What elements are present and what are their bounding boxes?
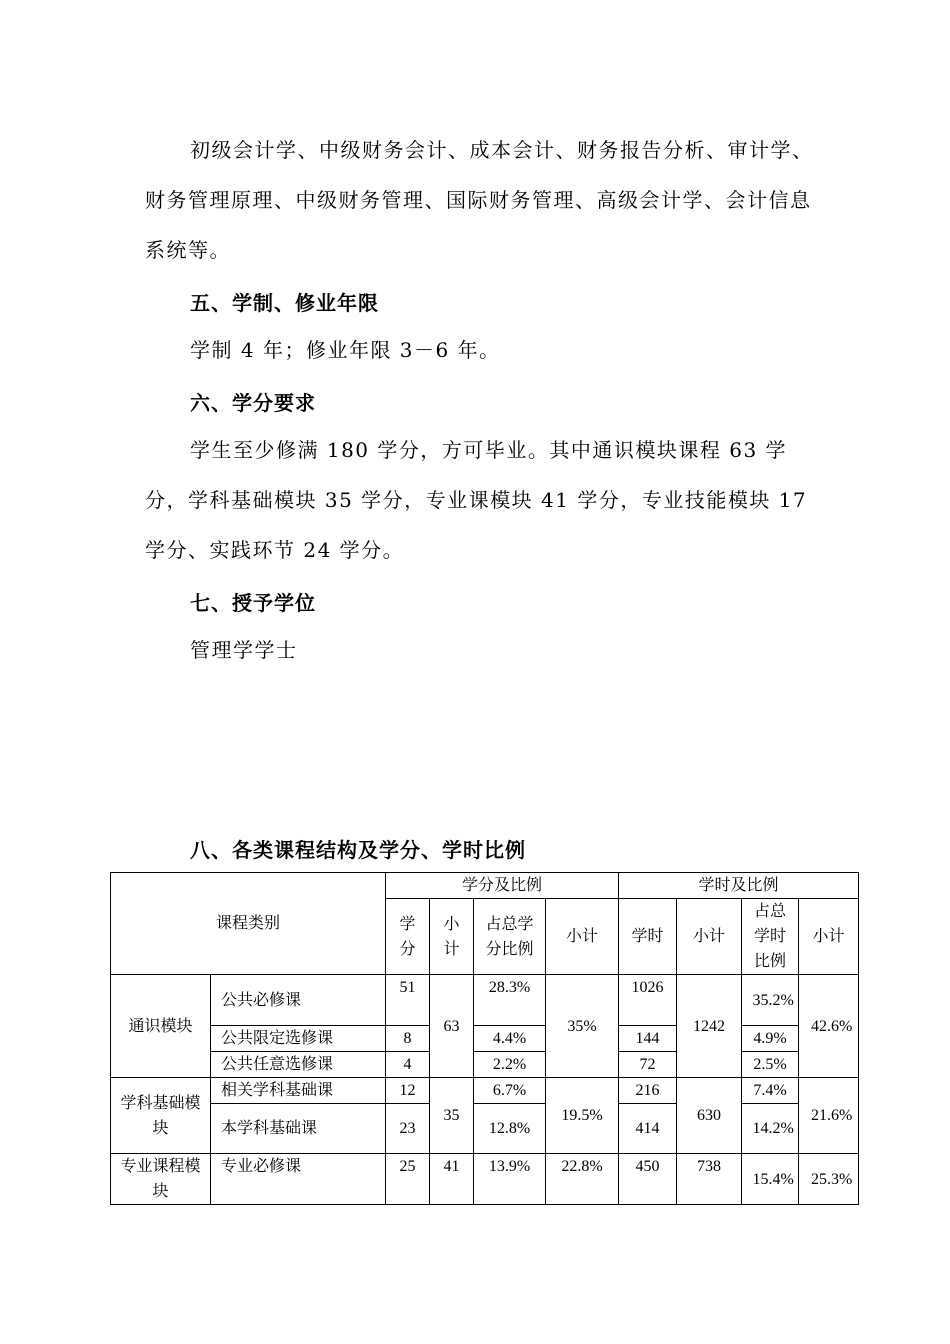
hours-ratio-cell: 2.5%	[742, 1052, 799, 1078]
credit-cell: 4	[386, 1052, 430, 1078]
credit-cell: 8	[386, 1026, 430, 1052]
credit-ratio-cell: 2.2%	[474, 1052, 546, 1078]
credit-subtotal-general: 63	[430, 975, 474, 1078]
hours-ratio-subtotal-major: 25.3%	[799, 1154, 859, 1205]
hours-cell: 450	[619, 1154, 677, 1205]
section-5-heading: 五、学制、修业年限	[190, 291, 379, 315]
hours-ratio-cell: 7.4%	[742, 1078, 799, 1104]
hours-cell: 216	[619, 1078, 677, 1104]
section-6-heading: 六、学分要求	[190, 391, 316, 415]
credit-cell: 25	[386, 1154, 430, 1205]
hours-cell: 144	[619, 1026, 677, 1052]
course-name: 公共必修课	[211, 975, 386, 1026]
table-row	[111, 1026, 859, 1052]
credit-ratio-subtotal-major: 22.8%	[546, 1154, 619, 1205]
course-name: 公共限定选修课	[211, 1026, 386, 1052]
course-name: 专业必修课	[211, 1154, 386, 1205]
intro-paragraph: 初级会计学、中级财务会计、成本会计、财务报告分析、审计学、财务管理原理、中级财务管理、国际财务管理、高级会计学、会计信息系统等。	[145, 138, 814, 262]
section-6-text: 学生至少修满 180 学分，方可毕业。其中通识模块课程 63 学分，学科基础模块 35 学分，专业课模块 41 学分，专业技能模块 17 学分、实践环节 24 学分。	[145, 438, 808, 562]
hours-ratio-cell: 4.9%	[742, 1026, 799, 1052]
hours-cell: 1026	[619, 975, 677, 1026]
hours-subtotal-major: 738	[677, 1154, 742, 1205]
table-row	[111, 1104, 859, 1154]
credit-ratio-subtotal-foundation: 19.5%	[546, 1078, 619, 1154]
header-hours-subtotal: 小计	[677, 899, 742, 975]
course-structure-table	[110, 872, 859, 1205]
hours-subtotal-foundation: 630	[677, 1078, 742, 1154]
header-credit-subtotal: 小计	[430, 899, 474, 975]
course-name: 相关学科基础课	[211, 1078, 386, 1104]
section-5-text: 学制 4 年；修业年限 3－6 年。	[190, 338, 501, 362]
course-name: 公共任意选修课	[211, 1052, 386, 1078]
credit-ratio-subtotal-general: 35%	[546, 975, 619, 1078]
table-row	[111, 1078, 859, 1104]
section-7-text: 管理学学士	[190, 638, 298, 662]
header-credit-group: 学分及比例	[386, 873, 619, 899]
credit-cell: 12	[386, 1078, 430, 1104]
header-category: 课程类别	[111, 873, 386, 975]
credit-ratio-cell: 4.4%	[474, 1026, 546, 1052]
hours-cell: 414	[619, 1104, 677, 1154]
table-row	[111, 975, 859, 1026]
table-header-row	[111, 873, 859, 899]
header-credit-ratio-subtotal: 小计	[546, 899, 619, 975]
group-name-foundation: 学科基础模块	[111, 1078, 211, 1154]
header-hour-group: 学时及比例	[619, 873, 859, 899]
header-credit: 学分	[386, 899, 430, 975]
header-hours-ratio: 占总学时比例	[742, 899, 799, 975]
credit-subtotal-major: 41	[430, 1154, 474, 1205]
credit-subtotal-foundation: 35	[430, 1078, 474, 1154]
credit-ratio-cell: 28.3%	[474, 975, 546, 1026]
hours-subtotal-general: 1242	[677, 975, 742, 1078]
hours-ratio-subtotal-general: 42.6%	[799, 975, 859, 1078]
hours-ratio-cell: 14.2%	[742, 1104, 799, 1154]
header-hours-ratio-subtotal: 小计	[799, 899, 859, 975]
credit-cell: 23	[386, 1104, 430, 1154]
section-8-heading: 八、各类课程结构及学分、学时比例	[190, 838, 526, 862]
course-name: 本学科基础课	[211, 1104, 386, 1154]
group-name-major: 专业课程模块	[111, 1154, 211, 1205]
header-credit-ratio: 占总学分比例	[474, 899, 546, 975]
group-name-general: 通识模块	[111, 975, 211, 1078]
credit-cell: 51	[386, 975, 430, 1026]
hours-ratio-cell: 35.2%	[742, 975, 799, 1026]
credit-ratio-cell: 12.8%	[474, 1104, 546, 1154]
credit-ratio-cell: 13.9%	[474, 1154, 546, 1205]
section-7-heading: 七、授予学位	[190, 591, 316, 615]
hours-cell: 72	[619, 1052, 677, 1078]
table-row	[111, 1154, 859, 1205]
table-row	[111, 1052, 859, 1078]
hours-ratio-subtotal-foundation: 21.6%	[799, 1078, 859, 1154]
credit-ratio-cell: 6.7%	[474, 1078, 546, 1104]
hours-ratio-cell: 15.4%	[742, 1154, 799, 1205]
header-hours: 学时	[619, 899, 677, 975]
